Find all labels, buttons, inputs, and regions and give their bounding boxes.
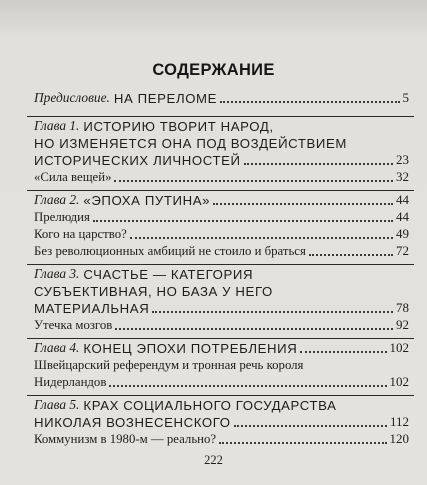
entry-page: 49 xyxy=(396,226,409,241)
toc-entry-chapter-1-line-2 xyxy=(34,133,409,151)
toc-entry-chapter-3 xyxy=(34,264,409,282)
subentry-label: Без революционных амбиций не стоило и браться xyxy=(34,244,306,258)
entry-heading-line-2: НИКОЛАЯ ВОЗНЕСЕНСКОГО xyxy=(34,415,231,430)
dot-leader xyxy=(152,311,393,313)
entry-page: 23 xyxy=(396,152,409,167)
subentry-label: Кого на царство? xyxy=(34,227,127,241)
entry-prefix: Предисловие. xyxy=(34,90,110,105)
dot-leader xyxy=(220,101,399,103)
toc-subentry-sila-veshchey xyxy=(34,167,409,185)
entry-heading: КОНЕЦ ЭПОХИ ПОТРЕБЛЕНИЯ xyxy=(83,341,298,356)
entry-page: 102 xyxy=(389,340,409,355)
page-title: СОДЕРЖАНИЕ xyxy=(152,61,275,79)
entry-heading: «ЭПОХА ПУТИНА» xyxy=(83,193,211,208)
entry-heading-line-2: СУБЪЕКТИВНАЯ, НО БАЗА У НЕГО xyxy=(34,284,273,299)
toc-entry-chapter-1 xyxy=(34,116,409,134)
dot-leader xyxy=(115,328,393,330)
dot-leader xyxy=(109,385,386,387)
entry-page: 112 xyxy=(389,414,409,429)
entry-heading: НА ПЕРЕЛОМЕ xyxy=(113,91,218,106)
subentry-label: Прелюдия xyxy=(34,210,90,224)
toc-entry-chapter-4 xyxy=(34,338,409,356)
dot-leader xyxy=(213,203,393,205)
entry-page: 102 xyxy=(389,374,409,389)
entry-heading-line-1: ИСТОРИЮ ТВОРИТ НАРОД, xyxy=(83,119,274,134)
toc-entry-preface xyxy=(34,88,409,106)
subentry-label: Коммунизм в 1980-м — реально? xyxy=(34,432,217,446)
toc-subentry-prelyudiya xyxy=(34,207,409,225)
dot-leader xyxy=(114,180,393,182)
entry-heading-line-3: ИСТОРИЧЕСКИХ ЛИЧНОСТЕЙ xyxy=(34,153,241,168)
toc-entry-chapter-5-line-2 xyxy=(34,412,409,430)
entry-prefix: Глава 2. xyxy=(34,192,80,207)
toc-subentry-shveytsarskiy xyxy=(34,355,409,373)
dot-leader xyxy=(130,237,393,239)
toc-entry-chapter-2 xyxy=(34,190,409,208)
entry-prefix: Глава 1. xyxy=(34,118,80,133)
toc-subentry-shveytsarskiy-line-2 xyxy=(34,372,409,390)
toc-subentry-kommunizm xyxy=(34,429,409,447)
dot-leader xyxy=(244,163,393,165)
entry-heading-line-3: МАТЕРИАЛЬНАЯ xyxy=(34,301,150,316)
toc-subentry-kogo-na-tsarstvo xyxy=(34,224,409,242)
page-number: 222 xyxy=(204,453,223,467)
dot-leader xyxy=(309,254,393,256)
entry-page: 120 xyxy=(389,431,409,446)
toc-subentry-bez-revolyutsionnykh xyxy=(34,241,409,259)
bleed-through-text xyxy=(0,0,427,48)
subentry-label-line-2: Нидерландов xyxy=(34,375,107,389)
toc-entry-chapter-5 xyxy=(34,395,409,413)
toc-entry-chapter-1-line-3 xyxy=(34,150,409,168)
toc-entry-chapter-3-line-3 xyxy=(34,298,409,316)
entry-page: 92 xyxy=(396,317,409,332)
entry-page: 78 xyxy=(396,300,409,315)
dot-leader xyxy=(93,220,393,222)
dot-leader xyxy=(219,442,386,444)
entry-page: 32 xyxy=(396,169,409,184)
entry-page: 72 xyxy=(396,243,409,258)
entry-prefix: Глава 3. xyxy=(34,266,80,281)
dot-leader xyxy=(234,425,387,427)
dot-leader xyxy=(300,351,386,353)
entry-prefix: Глава 5. xyxy=(34,397,80,412)
entry-heading-line-1: КРАХ СОЦИАЛЬНОГО ГОСУДАРСТВА xyxy=(83,398,337,413)
subentry-label: «Сила вещей» xyxy=(34,170,112,184)
entry-heading-line-2: НО ИЗМЕНЯЕТСЯ ОНА ПОД ВОЗДЕЙСТВИЕМ xyxy=(34,136,347,151)
toc-entry-chapter-3-line-2 xyxy=(34,281,409,299)
entry-page: 5 xyxy=(402,90,409,105)
entry-page: 44 xyxy=(396,209,409,224)
entry-heading-line-1: СЧАСТЬЕ — КАТЕГОРИЯ xyxy=(83,267,254,282)
toc-subentry-utechka-mozgov xyxy=(34,315,409,333)
subentry-label: Утечка мозгов xyxy=(34,318,113,332)
entry-prefix: Глава 4. xyxy=(34,340,80,355)
subentry-label-line-1: Швейцарский референдум и тронная речь короля xyxy=(34,358,304,372)
entry-page: 44 xyxy=(396,192,409,207)
